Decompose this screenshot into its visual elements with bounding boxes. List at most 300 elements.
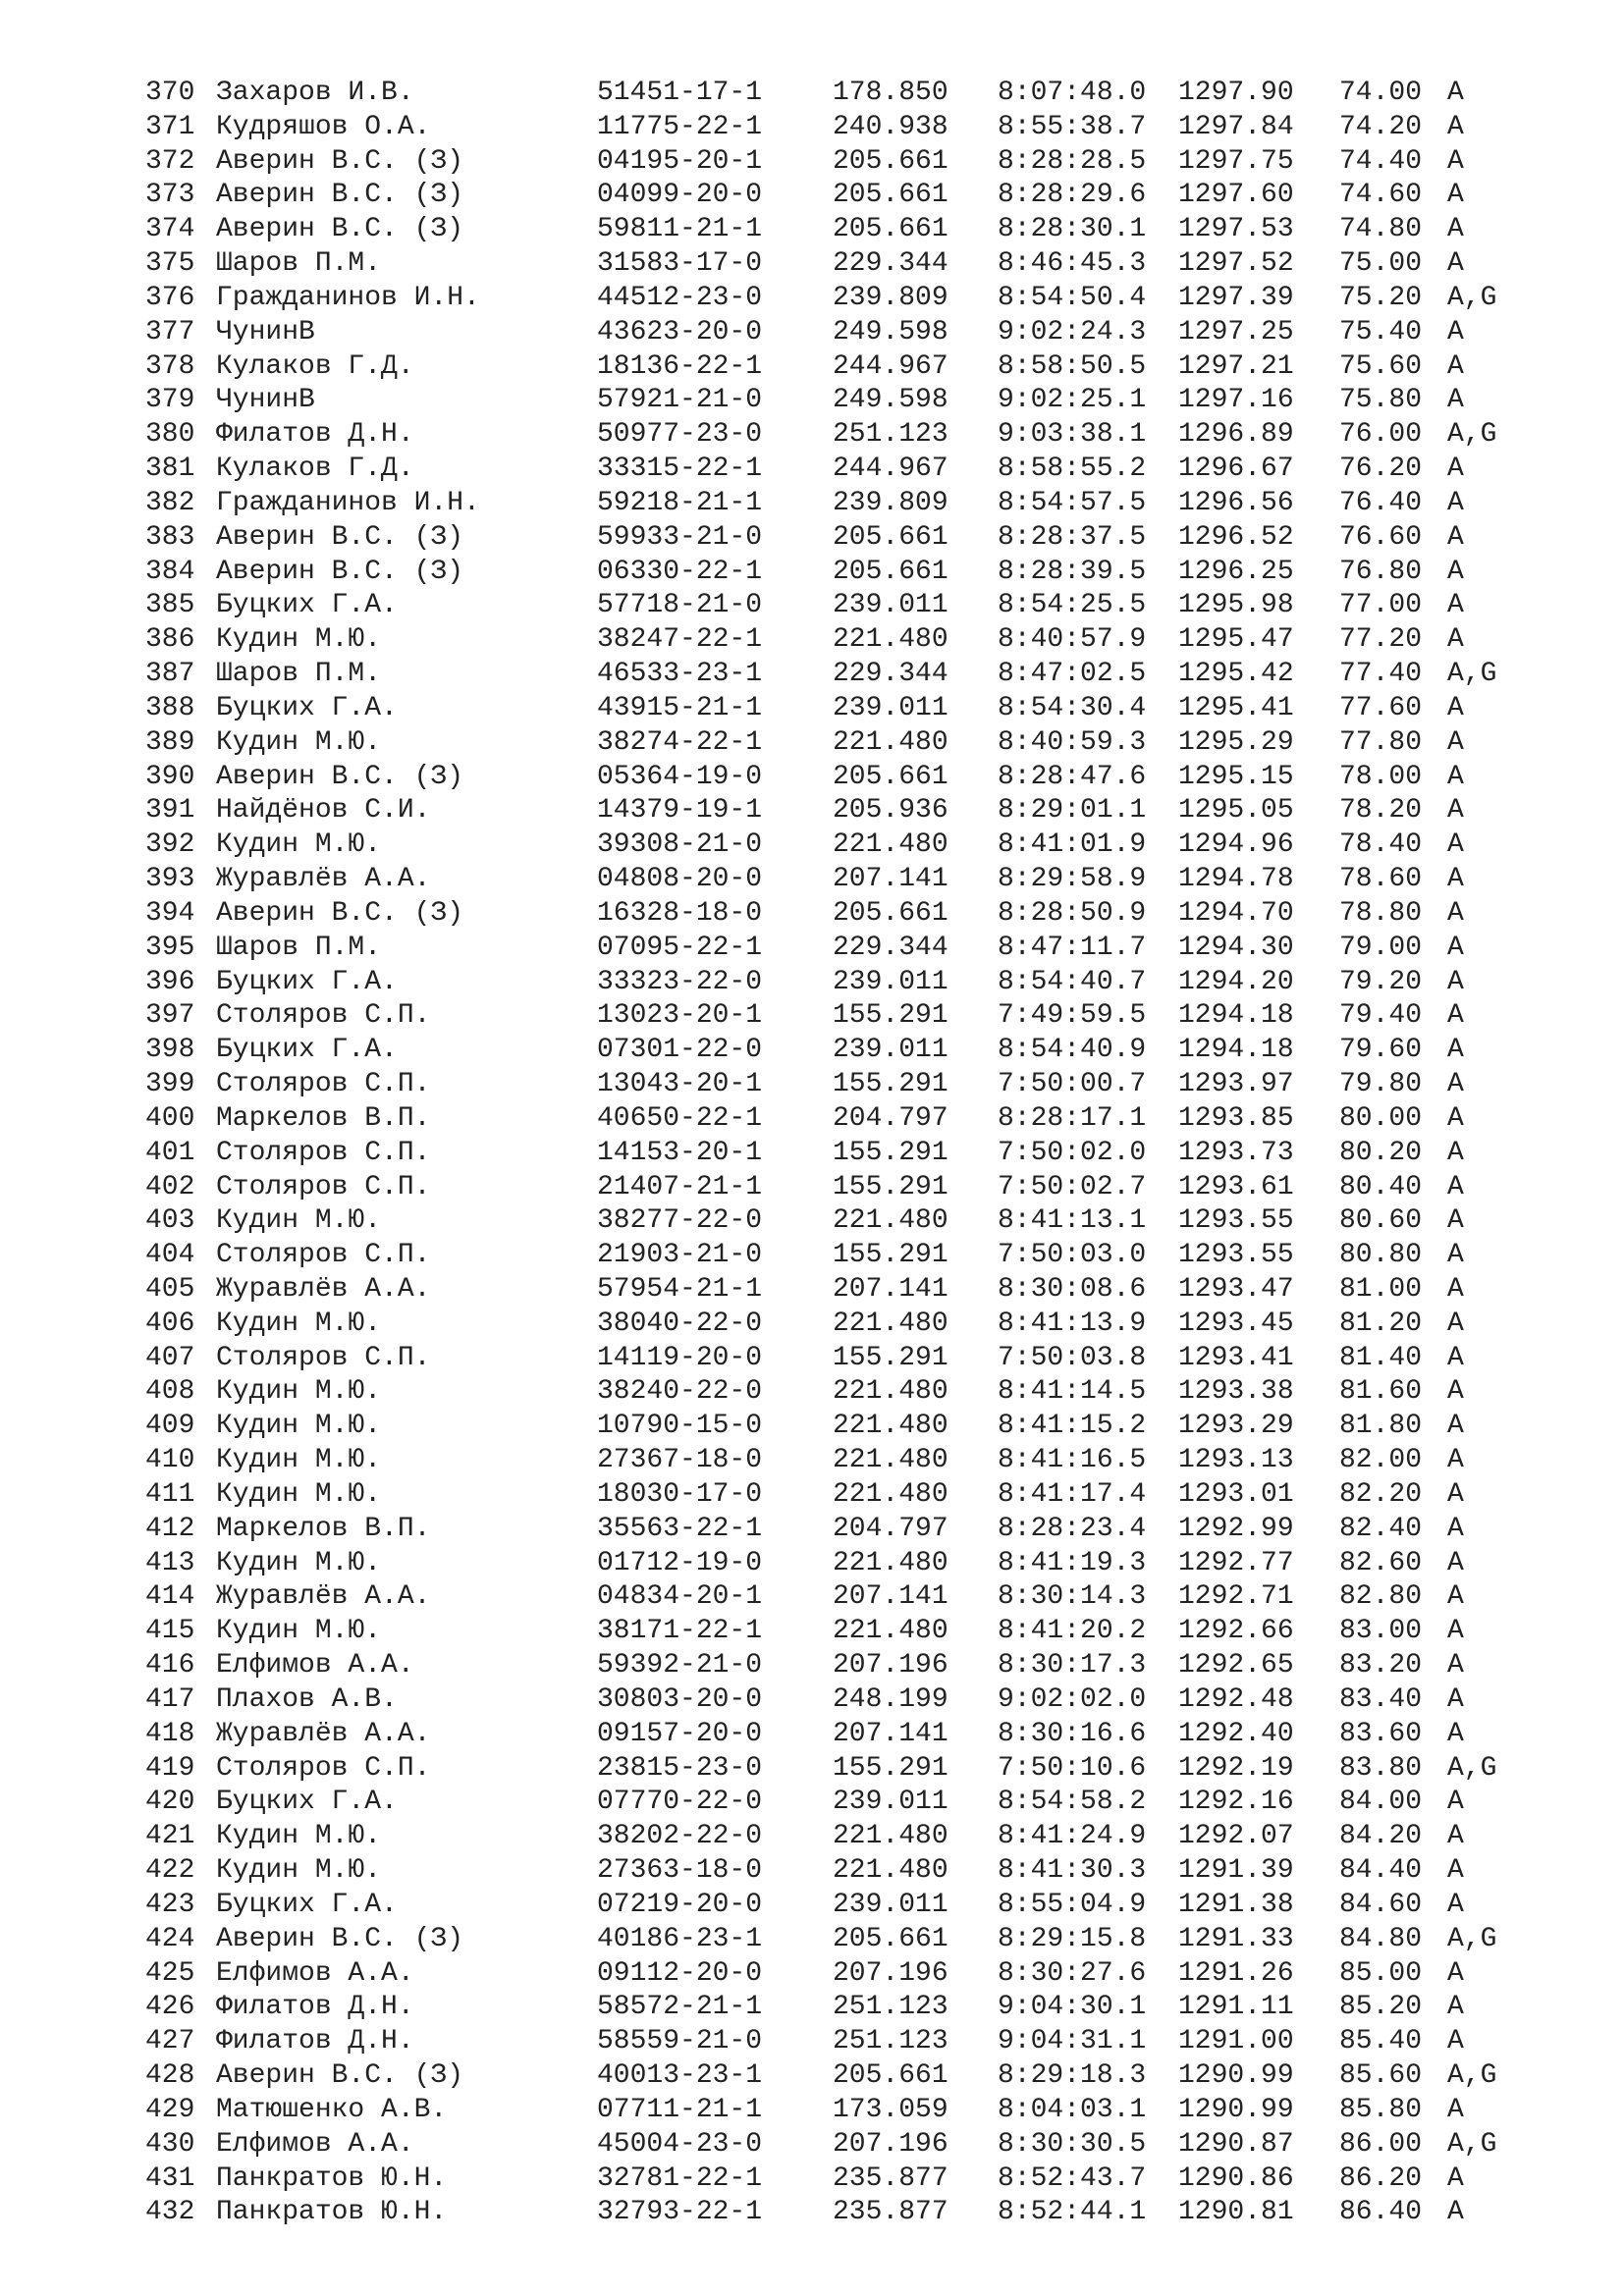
- cell-flag: A: [1447, 316, 1464, 347]
- cell-rank: 417: [145, 1683, 195, 1715]
- cell-flag: A: [1447, 1069, 1464, 1100]
- table-row: [145, 1342, 1569, 1376]
- cell-time: 8:41:13.9: [998, 1308, 1147, 1339]
- cell-dist: 239.011: [833, 1787, 948, 1818]
- table-row: [145, 1444, 1569, 1478]
- table-row: [145, 282, 1569, 316]
- cell-flag: A: [1447, 350, 1464, 382]
- cell-ring: 38040-22-0: [597, 1308, 763, 1339]
- cell-dist: 239.011: [833, 590, 948, 621]
- cell-rank: 380: [145, 419, 195, 451]
- cell-pts: 85.20: [1339, 1992, 1423, 2023]
- cell-speed: 1291.38: [1178, 1889, 1294, 1920]
- cell-flag: A: [1447, 795, 1464, 827]
- cell-ring: 57718-21-0: [597, 590, 763, 621]
- cell-dist: 240.938: [833, 111, 948, 142]
- cell-flag: A: [1447, 1137, 1464, 1168]
- cell-name: Филатов Д.Н.: [216, 1992, 414, 2023]
- cell-rank: 388: [145, 692, 195, 723]
- cell-dist: 155.291: [833, 1000, 948, 1032]
- cell-pts: 76.80: [1339, 556, 1423, 587]
- cell-ring: 27367-18-0: [597, 1445, 763, 1476]
- cell-dist: 221.480: [833, 1547, 948, 1578]
- cell-speed: 1297.90: [1178, 78, 1294, 108]
- cell-flag: A: [1447, 2094, 1464, 2125]
- cell-time: 8:54:50.4: [998, 282, 1147, 313]
- cell-rank: 430: [145, 2128, 195, 2160]
- cell-dist: 221.480: [833, 1478, 948, 1510]
- cell-name: Панкратов Ю.Н.: [216, 2163, 448, 2194]
- cell-pts: 76.40: [1339, 487, 1423, 518]
- cell-time: 8:41:19.3: [998, 1547, 1147, 1578]
- cell-flag: A: [1447, 1411, 1464, 1442]
- table-row: [145, 1889, 1569, 1923]
- cell-ring: 50977-23-0: [597, 419, 763, 451]
- cell-ring: 32793-22-1: [597, 2197, 763, 2228]
- cell-dist: 221.480: [833, 1445, 948, 1476]
- cell-ring: 44512-23-0: [597, 282, 763, 313]
- cell-name: Буцких Г.А.: [216, 1035, 398, 1066]
- cell-time: 8:30:14.3: [998, 1581, 1147, 1613]
- cell-dist: 251.123: [833, 1992, 948, 2023]
- table-row: [145, 1513, 1569, 1547]
- cell-time: 8:54:30.4: [998, 692, 1147, 723]
- cell-flag: A: [1447, 1102, 1464, 1134]
- cell-ring: 09157-20-0: [597, 1718, 763, 1749]
- cell-pts: 75.20: [1339, 282, 1423, 313]
- cell-rank: 398: [145, 1035, 195, 1066]
- cell-rank: 372: [145, 145, 195, 177]
- cell-rank: 418: [145, 1718, 195, 1749]
- cell-name: Журавлёв А.А.: [216, 1581, 431, 1613]
- table-row: [145, 521, 1569, 556]
- cell-name: Кудряшов О.А.: [216, 111, 431, 142]
- cell-speed: 1291.39: [1178, 1855, 1294, 1887]
- cell-name: Буцких Г.А.: [216, 966, 398, 997]
- cell-ring: 04099-20-0: [597, 180, 763, 211]
- cell-ring: 10790-15-0: [597, 1411, 763, 1442]
- table-row: [145, 1649, 1569, 1683]
- cell-flag: A: [1447, 1855, 1464, 1887]
- cell-time: 8:28:47.6: [998, 761, 1147, 792]
- cell-rank: 386: [145, 624, 195, 656]
- cell-speed: 1297.52: [1178, 248, 1294, 280]
- cell-dist: 178.850: [833, 78, 948, 108]
- cell-flag: A,G: [1447, 1752, 1497, 1784]
- cell-name: Кудин М.Ю.: [216, 1445, 382, 1476]
- cell-pts: 82.20: [1339, 1478, 1423, 1510]
- cell-speed: 1290.81: [1178, 2197, 1294, 2228]
- cell-name: Филатов Д.Н.: [216, 419, 414, 451]
- cell-flag: A: [1447, 966, 1464, 997]
- cell-pts: 83.60: [1339, 1718, 1423, 1749]
- cell-name: Столяров С.П.: [216, 1137, 431, 1168]
- cell-speed: 1294.20: [1178, 966, 1294, 997]
- cell-flag: A,G: [1447, 282, 1497, 313]
- cell-rank: 404: [145, 1240, 195, 1271]
- cell-dist: 251.123: [833, 419, 948, 451]
- cell-speed: 1295.05: [1178, 795, 1294, 827]
- cell-ring: 40013-23-1: [597, 2060, 763, 2092]
- cell-time: 8:28:28.5: [998, 145, 1147, 177]
- cell-time: 9:02:25.1: [998, 385, 1147, 416]
- cell-dist: 221.480: [833, 1411, 948, 1442]
- table-row: [145, 1752, 1569, 1787]
- table-row: [145, 1547, 1569, 1581]
- cell-name: Аверин В.С. (З): [216, 214, 464, 245]
- table-row: [145, 1308, 1569, 1342]
- cell-pts: 86.40: [1339, 2197, 1423, 2228]
- cell-dist: 239.011: [833, 966, 948, 997]
- cell-speed: 1296.25: [1178, 556, 1294, 587]
- cell-speed: 1290.87: [1178, 2128, 1294, 2160]
- cell-dist: 205.661: [833, 214, 948, 245]
- cell-time: 8:41:30.3: [998, 1855, 1147, 1887]
- cell-dist: 155.291: [833, 1342, 948, 1373]
- cell-dist: 155.291: [833, 1069, 948, 1100]
- table-row: [145, 2059, 1569, 2094]
- cell-speed: 1295.42: [1178, 659, 1294, 690]
- cell-flag: A: [1447, 624, 1464, 656]
- table-row: [145, 658, 1569, 692]
- cell-ring: 43623-20-0: [597, 316, 763, 347]
- cell-pts: 76.00: [1339, 419, 1423, 451]
- cell-ring: 30803-20-0: [597, 1683, 763, 1715]
- table-row: [145, 761, 1569, 795]
- table-row: [145, 1239, 1569, 1273]
- cell-time: 8:29:58.9: [998, 864, 1147, 895]
- cell-rank: 392: [145, 829, 195, 861]
- cell-flag: A: [1447, 385, 1464, 416]
- cell-speed: 1296.56: [1178, 487, 1294, 518]
- cell-rank: 425: [145, 1957, 195, 1989]
- table-row: [145, 487, 1569, 521]
- cell-rank: 375: [145, 248, 195, 280]
- cell-speed: 1294.96: [1178, 829, 1294, 861]
- table-row: [145, 1273, 1569, 1308]
- cell-name: Кудин М.Ю.: [216, 1547, 382, 1578]
- cell-speed: 1292.07: [1178, 1821, 1294, 1852]
- cell-pts: 80.20: [1339, 1137, 1423, 1168]
- cell-flag: A: [1447, 1616, 1464, 1647]
- table-row: [145, 897, 1569, 932]
- cell-rank: 406: [145, 1308, 195, 1339]
- cell-rank: 381: [145, 454, 195, 485]
- cell-flag: A: [1447, 692, 1464, 723]
- cell-flag: A,G: [1447, 2060, 1497, 2092]
- cell-rank: 408: [145, 1376, 195, 1408]
- cell-rank: 429: [145, 2094, 195, 2125]
- table-row: [145, 2025, 1569, 2059]
- cell-speed: 1297.39: [1178, 282, 1294, 313]
- table-row: [145, 316, 1569, 350]
- cell-speed: 1291.00: [1178, 2026, 1294, 2057]
- cell-ring: 59392-21-0: [597, 1650, 763, 1682]
- cell-flag: A: [1447, 1478, 1464, 1510]
- cell-ring: 07219-20-0: [597, 1889, 763, 1920]
- cell-speed: 1292.48: [1178, 1683, 1294, 1715]
- cell-speed: 1293.45: [1178, 1308, 1294, 1339]
- cell-ring: 04195-20-1: [597, 145, 763, 177]
- cell-time: 8:40:59.3: [998, 726, 1147, 758]
- cell-speed: 1293.55: [1178, 1205, 1294, 1237]
- cell-time: 7:50:03.8: [998, 1342, 1147, 1373]
- cell-pts: 84.80: [1339, 1923, 1423, 1954]
- table-row: [145, 2094, 1569, 2128]
- cell-rank: 411: [145, 1478, 195, 1510]
- cell-dist: 155.291: [833, 1240, 948, 1271]
- cell-time: 8:41:01.9: [998, 829, 1147, 861]
- cell-time: 7:50:10.6: [998, 1752, 1147, 1784]
- cell-pts: 79.80: [1339, 1069, 1423, 1100]
- cell-dist: 239.011: [833, 692, 948, 723]
- cell-name: Елфимов А.А.: [216, 2128, 414, 2160]
- cell-pts: 79.00: [1339, 932, 1423, 963]
- cell-ring: 07770-22-0: [597, 1787, 763, 1818]
- cell-speed: 1290.99: [1178, 2094, 1294, 2125]
- cell-ring: 13043-20-1: [597, 1069, 763, 1100]
- cell-rank: 410: [145, 1445, 195, 1476]
- cell-rank: 402: [145, 1171, 195, 1202]
- cell-pts: 74.80: [1339, 214, 1423, 245]
- cell-pts: 79.20: [1339, 966, 1423, 997]
- cell-time: 8:55:38.7: [998, 111, 1147, 142]
- cell-rank: 387: [145, 659, 195, 690]
- cell-pts: 83.20: [1339, 1650, 1423, 1682]
- cell-flag: A: [1447, 1308, 1464, 1339]
- cell-flag: A: [1447, 897, 1464, 929]
- cell-flag: A: [1447, 78, 1464, 108]
- cell-ring: 09112-20-0: [597, 1957, 763, 1989]
- results-table: [145, 77, 1569, 2230]
- cell-pts: 82.40: [1339, 1513, 1423, 1544]
- cell-speed: 1294.78: [1178, 864, 1294, 895]
- cell-speed: 1297.16: [1178, 385, 1294, 416]
- cell-speed: 1294.30: [1178, 932, 1294, 963]
- cell-name: Буцких Г.А.: [216, 692, 398, 723]
- cell-speed: 1297.25: [1178, 316, 1294, 347]
- cell-pts: 81.20: [1339, 1308, 1423, 1339]
- cell-speed: 1293.47: [1178, 1273, 1294, 1305]
- cell-pts: 77.40: [1339, 659, 1423, 690]
- cell-pts: 82.00: [1339, 1445, 1423, 1476]
- cell-rank: 382: [145, 487, 195, 518]
- cell-flag: A: [1447, 1240, 1464, 1271]
- cell-rank: 378: [145, 350, 195, 382]
- cell-pts: 84.20: [1339, 1821, 1423, 1852]
- cell-ring: 31583-17-0: [597, 248, 763, 280]
- cell-time: 8:29:18.3: [998, 2060, 1147, 2092]
- cell-name: Столяров С.П.: [216, 1069, 431, 1100]
- cell-time: 8:41:15.2: [998, 1411, 1147, 1442]
- cell-name: Елфимов А.А.: [216, 1650, 414, 1682]
- cell-ring: 18030-17-0: [597, 1478, 763, 1510]
- cell-dist: 205.661: [833, 556, 948, 587]
- cell-rank: 428: [145, 2060, 195, 2092]
- cell-time: 7:50:02.7: [998, 1171, 1147, 1202]
- cell-pts: 74.20: [1339, 111, 1423, 142]
- cell-flag: A,G: [1447, 2128, 1497, 2160]
- cell-time: 9:02:24.3: [998, 316, 1147, 347]
- table-row: [145, 418, 1569, 453]
- cell-flag: A: [1447, 454, 1464, 485]
- cell-speed: 1293.61: [1178, 1171, 1294, 1202]
- cell-rank: 412: [145, 1513, 195, 1544]
- cell-time: 8:47:02.5: [998, 659, 1147, 690]
- cell-dist: 249.598: [833, 385, 948, 416]
- cell-pts: 85.80: [1339, 2094, 1423, 2125]
- cell-ring: 32781-22-1: [597, 2163, 763, 2194]
- cell-dist: 205.661: [833, 1923, 948, 1954]
- cell-rank: 424: [145, 1923, 195, 1954]
- cell-time: 8:58:55.2: [998, 454, 1147, 485]
- cell-name: Аверин В.С. (З): [216, 761, 464, 792]
- cell-flag: A: [1447, 1787, 1464, 1818]
- cell-flag: A: [1447, 521, 1464, 553]
- cell-name: Журавлёв А.А.: [216, 864, 431, 895]
- cell-dist: 207.196: [833, 1957, 948, 1989]
- cell-ring: 13023-20-1: [597, 1000, 763, 1032]
- cell-dist: 155.291: [833, 1752, 948, 1784]
- cell-ring: 40650-22-1: [597, 1102, 763, 1134]
- cell-name: Кудин М.Ю.: [216, 1205, 382, 1237]
- cell-ring: 21903-21-0: [597, 1240, 763, 1271]
- cell-rank: 371: [145, 111, 195, 142]
- cell-ring: 14379-19-1: [597, 795, 763, 827]
- cell-ring: 23815-23-0: [597, 1752, 763, 1784]
- cell-ring: 39308-21-0: [597, 829, 763, 861]
- cell-rank: 384: [145, 556, 195, 587]
- cell-rank: 401: [145, 1137, 195, 1168]
- cell-pts: 75.00: [1339, 248, 1423, 280]
- cell-pts: 79.40: [1339, 1000, 1423, 1032]
- cell-ring: 16328-18-0: [597, 897, 763, 929]
- table-row: [145, 77, 1569, 111]
- cell-pts: 86.20: [1339, 2163, 1423, 2194]
- cell-dist: 221.480: [833, 1616, 948, 1647]
- cell-rank: 400: [145, 1102, 195, 1134]
- cell-name: Столяров С.П.: [216, 1000, 431, 1032]
- cell-ring: 58559-21-0: [597, 2026, 763, 2057]
- cell-time: 8:52:44.1: [998, 2197, 1147, 2228]
- cell-speed: 1293.73: [1178, 1137, 1294, 1168]
- cell-flag: A: [1447, 2197, 1464, 2228]
- cell-rank: 390: [145, 761, 195, 792]
- cell-pts: 81.60: [1339, 1376, 1423, 1408]
- cell-time: 8:41:17.4: [998, 1478, 1147, 1510]
- cell-dist: 239.809: [833, 487, 948, 518]
- cell-name: Журавлёв А.А.: [216, 1273, 431, 1305]
- cell-flag: A: [1447, 761, 1464, 792]
- cell-time: 8:29:01.1: [998, 795, 1147, 827]
- cell-speed: 1297.84: [1178, 111, 1294, 142]
- cell-speed: 1293.38: [1178, 1376, 1294, 1408]
- cell-time: 8:54:40.7: [998, 966, 1147, 997]
- cell-name: Кулаков Г.Д.: [216, 454, 414, 485]
- cell-name: Аверин В.С. (З): [216, 1923, 464, 1954]
- cell-pts: 77.20: [1339, 624, 1423, 656]
- cell-time: 8:30:08.6: [998, 1273, 1147, 1305]
- cell-dist: 205.936: [833, 795, 948, 827]
- table-row: [145, 692, 1569, 726]
- table-row: [145, 247, 1569, 282]
- cell-time: 8:40:57.9: [998, 624, 1147, 656]
- cell-time: 9:04:30.1: [998, 1992, 1147, 2023]
- cell-speed: 1293.97: [1178, 1069, 1294, 1100]
- cell-name: Шаров П.М.: [216, 248, 382, 280]
- cell-speed: 1293.41: [1178, 1342, 1294, 1373]
- cell-rank: 395: [145, 932, 195, 963]
- cell-speed: 1292.71: [1178, 1581, 1294, 1613]
- table-row: [145, 1375, 1569, 1410]
- cell-speed: 1293.55: [1178, 1240, 1294, 1271]
- table-row: [145, 556, 1569, 590]
- cell-dist: 239.011: [833, 1035, 948, 1066]
- cell-name: Кудин М.Ю.: [216, 1478, 382, 1510]
- cell-time: 8:54:25.5: [998, 590, 1147, 621]
- cell-time: 8:28:17.1: [998, 1102, 1147, 1134]
- table-row: [145, 1820, 1569, 1854]
- cell-rank: 385: [145, 590, 195, 621]
- cell-name: Аверин В.С. (З): [216, 180, 464, 211]
- cell-speed: 1296.67: [1178, 454, 1294, 485]
- table-row: [145, 589, 1569, 623]
- cell-speed: 1294.18: [1178, 1035, 1294, 1066]
- cell-rank: 423: [145, 1889, 195, 1920]
- cell-dist: 229.344: [833, 932, 948, 963]
- cell-rank: 421: [145, 1821, 195, 1852]
- cell-rank: 427: [145, 2026, 195, 2057]
- cell-speed: 1297.21: [1178, 350, 1294, 382]
- cell-dist: 204.797: [833, 1513, 948, 1544]
- cell-flag: A: [1447, 487, 1464, 518]
- cell-time: 9:02:02.0: [998, 1683, 1147, 1715]
- cell-time: 8:28:37.5: [998, 521, 1147, 553]
- table-row: [145, 2163, 1569, 2197]
- cell-ring: 33323-22-0: [597, 966, 763, 997]
- cell-name: Аверин В.С. (З): [216, 145, 464, 177]
- cell-speed: 1297.60: [1178, 180, 1294, 211]
- table-row: [145, 999, 1569, 1034]
- cell-dist: 235.877: [833, 2163, 948, 2194]
- cell-flag: A: [1447, 214, 1464, 245]
- cell-ring: 14119-20-0: [597, 1342, 763, 1373]
- cell-speed: 1294.18: [1178, 1000, 1294, 1032]
- cell-pts: 84.40: [1339, 1855, 1423, 1887]
- cell-pts: 77.60: [1339, 692, 1423, 723]
- cell-rank: 399: [145, 1069, 195, 1100]
- cell-speed: 1297.53: [1178, 214, 1294, 245]
- cell-ring: 45004-23-0: [597, 2128, 763, 2160]
- cell-dist: 205.661: [833, 145, 948, 177]
- cell-pts: 85.40: [1339, 2026, 1423, 2057]
- cell-rank: 407: [145, 1342, 195, 1373]
- cell-dist: 205.661: [833, 2060, 948, 2092]
- cell-flag: A: [1447, 1171, 1464, 1202]
- table-row: [145, 966, 1569, 1000]
- cell-flag: A: [1447, 1821, 1464, 1852]
- cell-time: 7:50:00.7: [998, 1069, 1147, 1100]
- cell-dist: 221.480: [833, 1205, 948, 1237]
- cell-pts: 83.00: [1339, 1616, 1423, 1647]
- cell-ring: 59218-21-1: [597, 487, 763, 518]
- cell-ring: 40186-23-1: [597, 1923, 763, 1954]
- cell-rank: 373: [145, 180, 195, 211]
- cell-speed: 1291.11: [1178, 1992, 1294, 2023]
- cell-pts: 74.40: [1339, 145, 1423, 177]
- table-row: [145, 111, 1569, 145]
- cell-flag: A,G: [1447, 419, 1497, 451]
